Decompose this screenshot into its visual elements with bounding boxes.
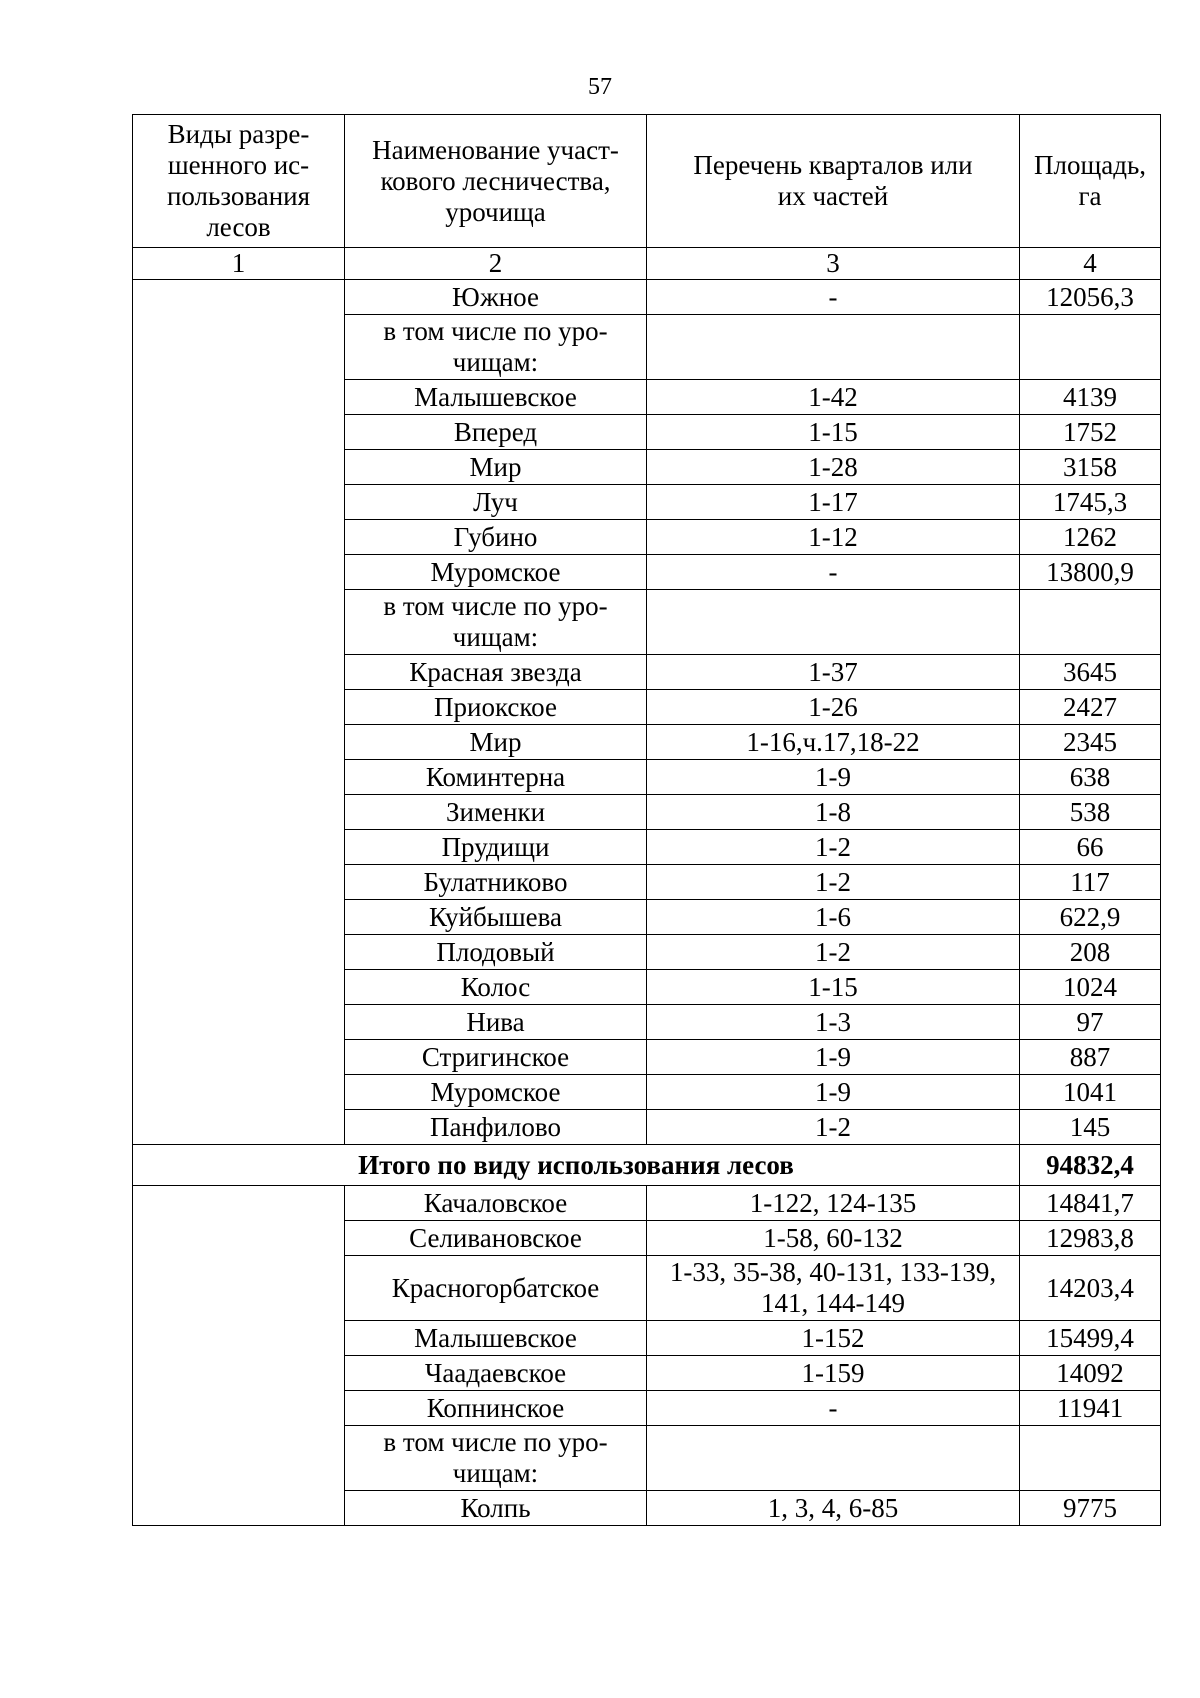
forestry-name-cell: Муромское bbox=[345, 555, 647, 590]
table-row bbox=[133, 280, 1161, 315]
quarters-cell: 1-2 bbox=[647, 935, 1020, 970]
quarters-cell: 1-2 bbox=[647, 1110, 1020, 1145]
area-cell: 14092 bbox=[1020, 1356, 1161, 1391]
total-row bbox=[133, 1145, 1161, 1186]
area-cell: 1752 bbox=[1020, 415, 1161, 450]
quarters-cell: 1-6 bbox=[647, 900, 1020, 935]
forestry-name-cell: Приокское bbox=[345, 690, 647, 725]
quarters-cell: - bbox=[647, 280, 1020, 315]
column-number: 2 bbox=[345, 248, 647, 280]
quarters-cell: 1-16,ч.17,18-22 bbox=[647, 725, 1020, 760]
forestry-name-cell: Малышевское bbox=[345, 380, 647, 415]
quarters-cell: 1, 3, 4, 6-85 bbox=[647, 1491, 1020, 1526]
area-cell: 1024 bbox=[1020, 970, 1161, 1005]
area-cell: 2427 bbox=[1020, 690, 1161, 725]
area-cell: 9775 bbox=[1020, 1491, 1161, 1526]
area-cell: 12983,8 bbox=[1020, 1221, 1161, 1256]
area-cell: 1262 bbox=[1020, 520, 1161, 555]
area-cell: 538 bbox=[1020, 795, 1161, 830]
header-quarters: Перечень кварталов или их частей bbox=[647, 115, 1020, 248]
quarters-cell bbox=[647, 1426, 1020, 1491]
area-cell: 11941 bbox=[1020, 1391, 1161, 1426]
use-type-cell-section-1 bbox=[133, 280, 345, 1145]
forestry-name-cell: Муромское bbox=[345, 1075, 647, 1110]
forestry-name-cell: Прудищи bbox=[345, 830, 647, 865]
use-type-cell-section-2 bbox=[133, 1186, 345, 1526]
forestry-name-cell: Булатниково bbox=[345, 865, 647, 900]
area-cell: 3645 bbox=[1020, 655, 1161, 690]
forest-use-table bbox=[132, 114, 1161, 1526]
area-cell: 14203,4 bbox=[1020, 1256, 1161, 1321]
quarters-cell: 1-42 bbox=[647, 380, 1020, 415]
forestry-name-cell: Копнинское bbox=[345, 1391, 647, 1426]
header-forestry-name: Наименование участ- кового лесничества, урочища bbox=[345, 115, 647, 248]
header-area: Площадь, га bbox=[1020, 115, 1161, 248]
forestry-name-cell: Мир bbox=[345, 725, 647, 760]
area-cell: 97 bbox=[1020, 1005, 1161, 1040]
forestry-name-cell: Мир bbox=[345, 450, 647, 485]
area-cell: 12056,3 bbox=[1020, 280, 1161, 315]
area-cell: 638 bbox=[1020, 760, 1161, 795]
quarters-cell: 1-37 bbox=[647, 655, 1020, 690]
forestry-name-cell: Красная звезда bbox=[345, 655, 647, 690]
forestry-name-cell: Куйбышева bbox=[345, 900, 647, 935]
total-label: Итого по виду использования лесов bbox=[133, 1145, 1020, 1186]
area-cell: 208 bbox=[1020, 935, 1161, 970]
area-cell: 117 bbox=[1020, 865, 1161, 900]
forestry-name-cell: Луч bbox=[345, 485, 647, 520]
area-cell: 13800,9 bbox=[1020, 555, 1161, 590]
quarters-cell: 1-9 bbox=[647, 760, 1020, 795]
quarters-cell: 1-122, 124-135 bbox=[647, 1186, 1020, 1221]
area-cell: 145 bbox=[1020, 1110, 1161, 1145]
quarters-cell: - bbox=[647, 1391, 1020, 1426]
forestry-name-cell: Нива bbox=[345, 1005, 647, 1040]
area-cell: 15499,4 bbox=[1020, 1321, 1161, 1356]
forestry-name-cell: Южное bbox=[345, 280, 647, 315]
forestry-name-cell: в том числе по уро- чищам: bbox=[345, 1426, 647, 1491]
forestry-name-cell: Малышевское bbox=[345, 1321, 647, 1356]
quarters-cell: 1-3 bbox=[647, 1005, 1020, 1040]
quarters-cell: 1-8 bbox=[647, 795, 1020, 830]
forestry-name-cell: Колпь bbox=[345, 1491, 647, 1526]
quarters-cell: 1-152 bbox=[647, 1321, 1020, 1356]
column-number: 3 bbox=[647, 248, 1020, 280]
forestry-name-cell: Качаловское bbox=[345, 1186, 647, 1221]
quarters-cell: 1-12 bbox=[647, 520, 1020, 555]
forestry-name-cell: Коминтерна bbox=[345, 760, 647, 795]
table-row bbox=[133, 1186, 1161, 1221]
area-cell: 66 bbox=[1020, 830, 1161, 865]
page-number: 57 bbox=[588, 74, 612, 100]
forestry-name-cell: Красногорбатское bbox=[345, 1256, 647, 1321]
quarters-cell: 1-15 bbox=[647, 970, 1020, 1005]
quarters-cell: 1-2 bbox=[647, 830, 1020, 865]
quarters-cell bbox=[647, 590, 1020, 655]
quarters-cell: 1-26 bbox=[647, 690, 1020, 725]
area-cell bbox=[1020, 1426, 1161, 1491]
area-cell: 887 bbox=[1020, 1040, 1161, 1075]
quarters-cell: 1-15 bbox=[647, 415, 1020, 450]
quarters-cell: 1-9 bbox=[647, 1040, 1020, 1075]
area-cell: 1745,3 bbox=[1020, 485, 1161, 520]
area-cell: 2345 bbox=[1020, 725, 1161, 760]
quarters-cell: 1-159 bbox=[647, 1356, 1020, 1391]
forestry-name-cell: Чаадаевское bbox=[345, 1356, 647, 1391]
forestry-name-cell: Селивановское bbox=[345, 1221, 647, 1256]
area-cell bbox=[1020, 315, 1161, 380]
quarters-cell: - bbox=[647, 555, 1020, 590]
forestry-name-cell: Плодовый bbox=[345, 935, 647, 970]
area-cell: 4139 bbox=[1020, 380, 1161, 415]
header-use-type: Виды разре- шенного ис- пользования лесов bbox=[133, 115, 345, 248]
column-number: 1 bbox=[133, 248, 345, 280]
area-cell: 1041 bbox=[1020, 1075, 1161, 1110]
quarters-cell: 1-2 bbox=[647, 865, 1020, 900]
total-area: 94832,4 bbox=[1020, 1145, 1161, 1186]
forestry-name-cell: Панфилово bbox=[345, 1110, 647, 1145]
column-number-row bbox=[133, 248, 1161, 280]
quarters-cell: 1-33, 35-38, 40-131, 133-139, 141, 144-149 bbox=[647, 1256, 1020, 1321]
forestry-name-cell: в том числе по уро- чищам: bbox=[345, 590, 647, 655]
quarters-cell: 1-17 bbox=[647, 485, 1020, 520]
quarters-cell bbox=[647, 315, 1020, 380]
forestry-name-cell: Зименки bbox=[345, 795, 647, 830]
forestry-name-cell: Вперед bbox=[345, 415, 647, 450]
area-cell: 14841,7 bbox=[1020, 1186, 1161, 1221]
forestry-name-cell: Колос bbox=[345, 970, 647, 1005]
quarters-cell: 1-58, 60-132 bbox=[647, 1221, 1020, 1256]
area-cell: 3158 bbox=[1020, 450, 1161, 485]
quarters-cell: 1-28 bbox=[647, 450, 1020, 485]
forestry-name-cell: в том числе по уро- чищам: bbox=[345, 315, 647, 380]
area-cell: 622,9 bbox=[1020, 900, 1161, 935]
header-row bbox=[133, 115, 1161, 248]
forestry-name-cell: Губино bbox=[345, 520, 647, 555]
quarters-cell: 1-9 bbox=[647, 1075, 1020, 1110]
column-number: 4 bbox=[1020, 248, 1161, 280]
area-cell bbox=[1020, 590, 1161, 655]
forestry-name-cell: Стригинское bbox=[345, 1040, 647, 1075]
